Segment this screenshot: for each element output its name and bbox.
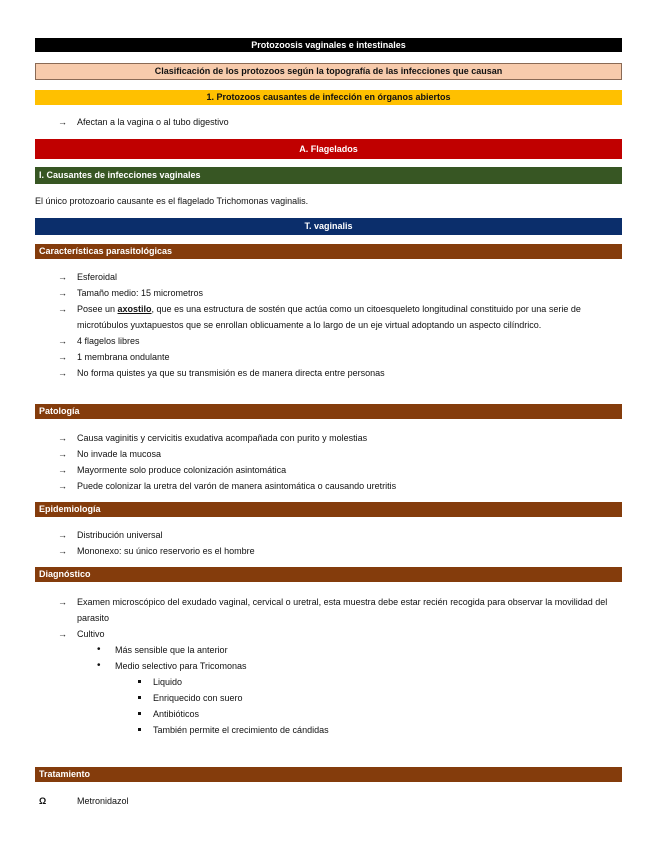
arrow-icon: → (58, 530, 67, 540)
list-item: • Más sensible que la anterior (77, 642, 618, 658)
bullet-icon: • (97, 660, 101, 671)
list-item: Antibióticos (115, 706, 618, 722)
arrow-icon: → (58, 272, 67, 282)
patologia-list (58, 430, 618, 494)
vaginal-infections-header: I. Causantes de infecciones vaginales (35, 167, 622, 184)
list-item: Ω Metronidazol (58, 793, 618, 809)
list-item: → Mononexo: su único reservorio es el hombre (58, 543, 618, 559)
intro-paragraph: El único protozoario causante es el flagelado Trichomonas vaginalis. (35, 196, 309, 206)
section-header-diagnostico: Diagnóstico (35, 567, 622, 582)
list-item: → Afectan a la vagina o al tubo digestivo (58, 114, 618, 130)
section-header-epidemiologia: Epidemiología (35, 502, 622, 517)
cultivo-sublist (77, 642, 618, 738)
arrow-icon: → (58, 481, 67, 491)
arrow-icon: → (58, 288, 67, 298)
intro-list (58, 114, 618, 130)
section-header-tratamiento: Tratamiento (35, 767, 622, 782)
list-item: → Distribución universal (58, 527, 618, 543)
arrow-icon: → (58, 304, 67, 314)
diagnostico-list (58, 594, 618, 738)
classification-header: Clasificación de los protozoos según la topografía de las infecciones que causan (35, 63, 622, 80)
arrow-icon: → (58, 597, 67, 607)
tratamiento-list (39, 793, 618, 809)
square-bullet-icon (138, 696, 141, 699)
bullet-icon: • (97, 644, 101, 655)
section-header-patologia: Patología (35, 404, 622, 419)
arrow-icon: → (58, 546, 67, 556)
square-bullet-icon (138, 728, 141, 731)
list-item: → Causa vaginitis y cervicitis exudativa acompañada con purito y molestias (58, 430, 618, 446)
list-item: → Tamaño medio: 15 micrometros (58, 285, 618, 301)
list-item: → Cultivo • Más sensible que la anterior • Medio selectivo para Tricomonas Liquido Enriquecido con suero Antibióticos También permite el crecimiento de cándidas (58, 626, 618, 738)
list-item: → 1 membrana ondulante (58, 349, 618, 365)
caracteristicas-list (58, 269, 618, 381)
epidemiologia-list (58, 527, 618, 559)
list-item: → Esferoidal (58, 269, 618, 285)
document-title: Protozoosis vaginales e intestinales (35, 38, 622, 52)
arrow-icon: → (58, 117, 67, 127)
list-item: • Medio selectivo para Tricomonas Liquido Enriquecido con suero Antibióticos También permite el crecimiento de cándidas (77, 658, 618, 738)
section-header-caracteristicas: Características parasitológicas (35, 244, 622, 259)
medio-sublist (115, 674, 618, 738)
arrow-icon: → (58, 352, 67, 362)
list-item: Enriquecido con suero (115, 690, 618, 706)
list-item: → Mayormente solo produce colonización asintomática (58, 462, 618, 478)
list-item: Liquido (115, 674, 618, 690)
arrow-icon: → (58, 629, 67, 639)
list-item: → 4 flagelos libres (58, 333, 618, 349)
flagelados-header: A. Flagelados (35, 139, 622, 159)
list-item: → No forma quistes ya que su transmisión es de manera directa entre personas (58, 365, 618, 381)
list-item: → Puede colonizar la uretra del varón de manera asintomática o causando uretritis (58, 478, 618, 494)
omega-icon: Ω (39, 796, 47, 806)
list-item: → Posee un axostilo, que es una estructura de sostén que actúa como un citoesqueleto longitudinal constituido por una serie de microtúbulos yuxtapuestos que se enrollan oblicuamente a lo largo de un eje virtual adoptando un aspecto cilíndrico. (58, 301, 618, 333)
axostilo-term: axostilo (117, 304, 152, 314)
arrow-icon: → (58, 433, 67, 443)
arrow-icon: → (58, 465, 67, 475)
arrow-icon: → (58, 449, 67, 459)
list-item: → Examen microscópico del exudado vaginal, cervical o uretral, esta muestra debe estar recién recogida para observar la movilidad del parasito (58, 594, 618, 626)
species-header: T. vaginalis (35, 218, 622, 235)
group-header: 1. Protozoos causantes de infección en órganos abiertos (35, 90, 622, 105)
list-item: → No invade la mucosa (58, 446, 618, 462)
square-bullet-icon (138, 680, 141, 683)
square-bullet-icon (138, 712, 141, 715)
arrow-icon: → (58, 336, 67, 346)
list-item: También permite el crecimiento de cándidas (115, 722, 618, 738)
arrow-icon: → (58, 368, 67, 378)
